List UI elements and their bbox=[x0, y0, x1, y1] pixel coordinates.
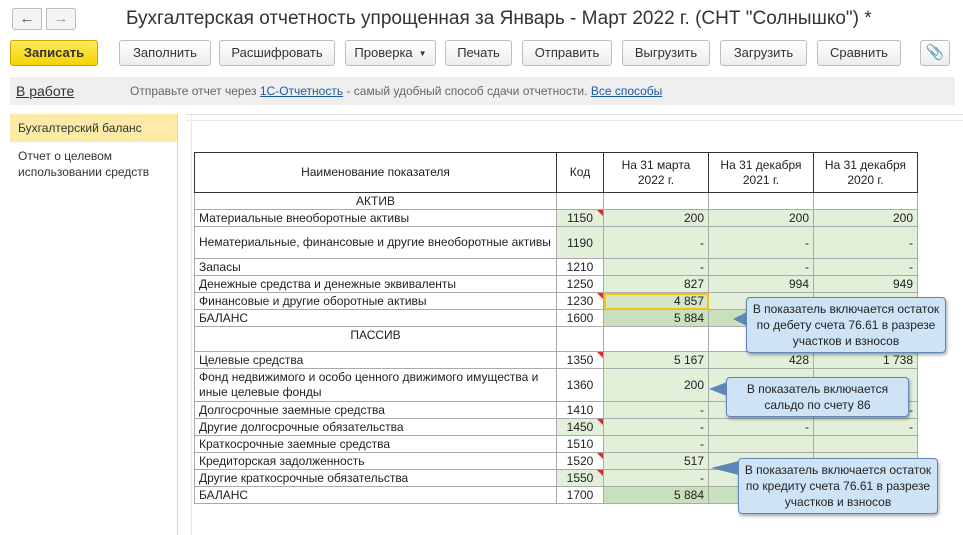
cell-value[interactable]: 200 bbox=[709, 210, 814, 227]
row-name: Краткосрочные заемные средства bbox=[195, 436, 557, 453]
row-name: Финансовые и другие оборотные активы bbox=[195, 293, 557, 310]
row-code: 1210 bbox=[557, 259, 604, 276]
cell-value-selected[interactable]: 4 857 bbox=[604, 293, 709, 310]
sidebar-item-balance[interactable]: Бухгалтерский баланс bbox=[10, 114, 177, 142]
cell-value[interactable]: - bbox=[604, 402, 709, 419]
cell-value[interactable]: 200 bbox=[814, 210, 918, 227]
1c-reporting-link[interactable]: 1С-Отчетность bbox=[259, 84, 344, 98]
cell-value[interactable]: 949 bbox=[814, 276, 918, 293]
row-code: 1700 bbox=[557, 487, 604, 504]
cell-value[interactable]: - bbox=[814, 259, 918, 276]
cell-value[interactable]: - bbox=[604, 227, 709, 259]
paperclip-icon[interactable]: 📎 bbox=[920, 40, 950, 66]
cell-value[interactable]: - bbox=[604, 259, 709, 276]
sections-sidebar bbox=[10, 114, 178, 535]
fill-button[interactable]: Заполнить bbox=[119, 40, 211, 66]
row-code: 1250 bbox=[557, 276, 604, 293]
row-code: 1510 bbox=[557, 436, 604, 453]
row-code: 1360 bbox=[557, 369, 604, 402]
table-row bbox=[195, 276, 918, 293]
table-row bbox=[195, 259, 918, 276]
cell-value[interactable]: 5 167 bbox=[604, 352, 709, 369]
cell-value[interactable]: 517 bbox=[604, 453, 709, 470]
cell-value[interactable]: - bbox=[814, 402, 918, 419]
cell-value: 5 884 bbox=[604, 487, 709, 504]
row-name: Денежные средства и денежные эквиваленты bbox=[195, 276, 557, 293]
print-button[interactable]: Печать bbox=[445, 40, 512, 66]
table-row bbox=[195, 210, 918, 227]
status-link[interactable]: В работе bbox=[16, 83, 75, 99]
cell-value[interactable]: - bbox=[604, 470, 709, 487]
header-col2: На 31 декабря 2021 г. bbox=[709, 153, 814, 193]
all-ways-link[interactable]: Все способы bbox=[590, 84, 663, 98]
ruler-left bbox=[186, 115, 192, 535]
header-name: Наименование показателя bbox=[195, 153, 557, 193]
compare-button[interactable]: Сравнить bbox=[817, 40, 901, 66]
status-hint bbox=[130, 84, 662, 98]
cell-value[interactable]: - bbox=[814, 419, 918, 436]
sidebar-item-target-funds[interactable]: Отчет о целевом использовании средств bbox=[18, 149, 150, 179]
table-row bbox=[195, 227, 918, 259]
row-code: 1350 bbox=[557, 352, 604, 369]
row-name: Запасы bbox=[195, 259, 557, 276]
header-col1: На 31 марта 2022 г. bbox=[604, 153, 709, 193]
window-title: Бухгалтерская отчетность упрощенная за Январь - Март 2022 г. (СНТ "Солнышко") * bbox=[126, 8, 872, 29]
title-bar bbox=[0, 0, 963, 38]
row-name: Фонд недвижимого и особо ценного движимого имущества и иные целевые фонды bbox=[195, 369, 557, 402]
row-code: 1550 bbox=[557, 470, 604, 487]
callout-account-86: В показатель включается сальдо по счету 86 bbox=[726, 377, 909, 417]
header-code: Код bbox=[557, 153, 604, 193]
table-row bbox=[195, 436, 918, 453]
table-row bbox=[195, 419, 918, 436]
hint-prefix: Отправьте отчет через bbox=[130, 84, 257, 98]
check-dropdown-button[interactable] bbox=[345, 40, 436, 66]
cell-value[interactable]: - bbox=[709, 259, 814, 276]
cell-value[interactable]: 827 bbox=[604, 276, 709, 293]
cell-value[interactable]: 200 bbox=[604, 369, 709, 402]
row-name: Целевые средства bbox=[195, 352, 557, 369]
cell-value[interactable]: - bbox=[604, 436, 709, 453]
ruler-top bbox=[186, 115, 963, 121]
cell-value[interactable]: 428 bbox=[709, 352, 814, 369]
arrow-left-icon[interactable]: ← bbox=[12, 8, 42, 30]
report-content bbox=[186, 114, 963, 535]
import-button[interactable]: Загрузить bbox=[720, 40, 807, 66]
cell-value[interactable]: 200 bbox=[604, 210, 709, 227]
row-code: 1520 bbox=[557, 453, 604, 470]
send-button[interactable]: Отправить bbox=[522, 40, 612, 66]
row-code: 1230 bbox=[557, 293, 604, 310]
cell-value[interactable]: 1 738 bbox=[814, 352, 918, 369]
cell-value[interactable]: - bbox=[709, 227, 814, 259]
header-col3: На 31 декабря 2020 г. bbox=[814, 153, 918, 193]
cell-value: 5 884 bbox=[604, 310, 709, 327]
row-name: Материальные внеоборотные активы bbox=[195, 210, 557, 227]
cell-value[interactable]: - bbox=[709, 419, 814, 436]
toolbar bbox=[0, 40, 963, 68]
row-code: 1450 bbox=[557, 419, 604, 436]
row-name: Долгосрочные заемные средства bbox=[195, 402, 557, 419]
status-bar bbox=[10, 77, 955, 105]
check-button-label: Проверка bbox=[354, 45, 413, 60]
decode-button[interactable]: Расшифровать bbox=[219, 40, 335, 66]
row-name: Нематериальные, финансовые и другие внеоборотные активы bbox=[195, 227, 557, 259]
row-name: Другие краткосрочные обязательства bbox=[195, 470, 557, 487]
row-name: БАЛАНС bbox=[195, 310, 557, 327]
cell-value[interactable]: - bbox=[814, 227, 918, 259]
table-row bbox=[195, 352, 918, 369]
export-button[interactable]: Выгрузить bbox=[622, 40, 710, 66]
row-code: 1410 bbox=[557, 402, 604, 419]
callout-credit-76-61: В показатель включается остаток по кредиту счета 76.61 в разрезе участков и взносов bbox=[738, 458, 938, 514]
section-asset: АКТИВ bbox=[195, 193, 557, 210]
hint-suffix: - самый удобный способ сдачи отчетности. bbox=[346, 84, 588, 98]
section-liability: ПАССИВ bbox=[195, 327, 557, 352]
callout-debit-76-61: В показатель включается остаток по дебету счета 76.61 в разрезе участков и взносов bbox=[746, 297, 946, 353]
caret-down-icon: ▼ bbox=[418, 48, 427, 58]
row-name: БАЛАНС bbox=[195, 487, 557, 504]
row-code: 1150 bbox=[557, 210, 604, 227]
cell-value[interactable]: 994 bbox=[709, 276, 814, 293]
row-name: Другие долгосрочные обязательства bbox=[195, 419, 557, 436]
row-code: 1190 bbox=[557, 227, 604, 259]
row-name: Кредиторская задолженность bbox=[195, 453, 557, 470]
row-code: 1600 bbox=[557, 310, 604, 327]
arrow-right-icon[interactable]: → bbox=[46, 8, 76, 30]
save-button[interactable]: Записать bbox=[10, 40, 98, 66]
cell-value[interactable]: - bbox=[604, 419, 709, 436]
